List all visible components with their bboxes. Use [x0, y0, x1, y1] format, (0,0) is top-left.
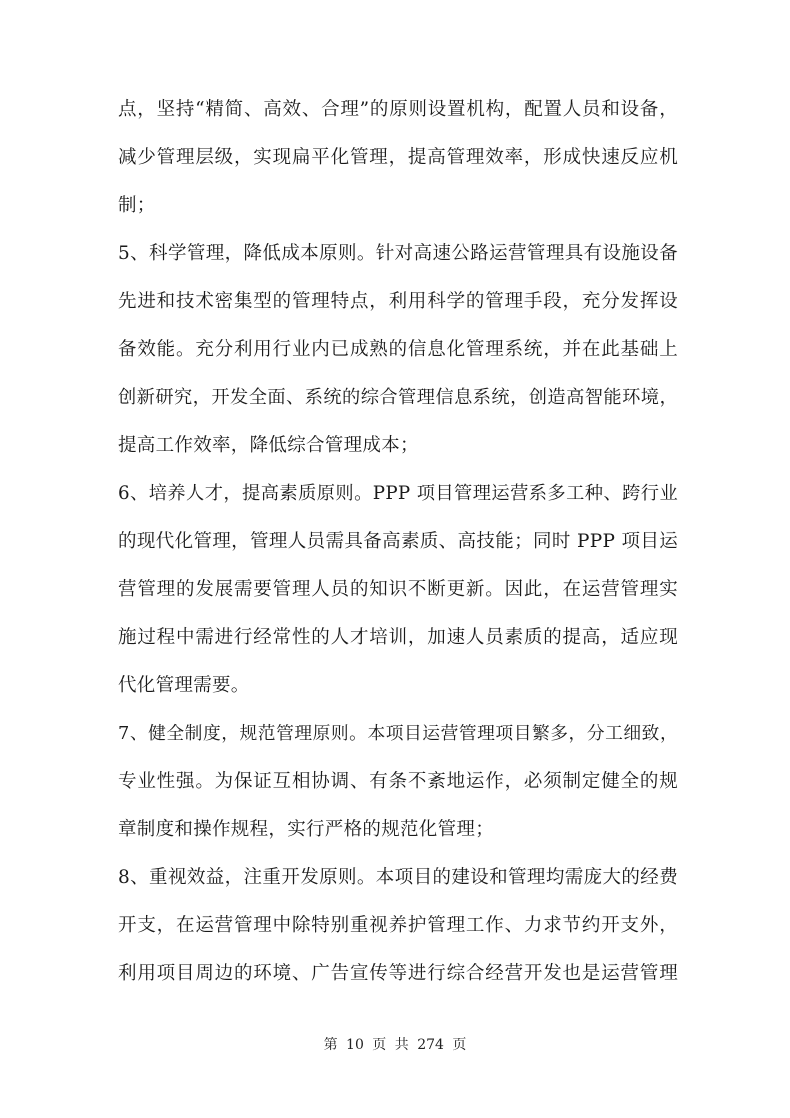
text-line: 5、科学管理，降低成本原则。针对高速公路运营管理具有设施设备 — [118, 243, 678, 264]
text-line: 7、健全制度，规范管理原则。本项目运营管理项目繁多，分工细致， — [118, 724, 678, 744]
text-line: 制； — [118, 195, 156, 216]
text-line: 点，坚持“精简、高效、合理”的原则设置机构，配置人员和设备， — [118, 99, 678, 120]
text-line: 开支，在运营管理中除特别重视养护管理工作、力求节约开支外， — [118, 915, 678, 936]
text-line: 备效能。充分利用行业内已成熟的信息化管理系统，并在此基础上 — [118, 339, 678, 360]
page-footer: 第 10 页 共 274 页 — [323, 1037, 467, 1053]
text-line: 章制度和操作规程，实行严格的规范化管理； — [118, 819, 495, 840]
text-line: 提高工作效率，降低综合管理成本； — [118, 435, 419, 456]
text-line: 代化管理需要。 — [118, 675, 250, 696]
text-line: 先进和技术密集型的管理特点，利用科学的管理手段，充分发挥设 — [118, 291, 678, 312]
text-line: 8、重视效益，注重开发原则。本项目的建设和管理均需庞大的经费 — [118, 867, 678, 888]
text-line: 6、培养人才，提高素质原则。PPP 项目管理运营系多工种、跨行业 — [118, 483, 678, 504]
text-line: 专业性强。为保证互相协调、有条不紊地运作，必须制定健全的规 — [118, 771, 678, 792]
text-line: 施过程中需进行经常性的人才培训，加速人员素质的提高，适应现 — [118, 627, 678, 648]
text-line: 的现代化管理，管理人员需具备高素质、高技能；同时 PPP 项目运 — [118, 531, 678, 552]
text-line: 创新研究，开发全面、系统的综合管理信息系统，创造高智能环境， — [118, 387, 678, 408]
text-line: 利用项目周边的环境、广告宣传等进行综合经营开发也是运营管理 — [118, 963, 678, 984]
body-text — [118, 86, 678, 998]
text-line: 减少管理层级，实现扁平化管理，提高管理效率，形成快速反应机 — [118, 147, 678, 168]
text-line: 营管理的发展需要管理人员的知识不断更新。因此，在运营管理实 — [118, 579, 678, 600]
